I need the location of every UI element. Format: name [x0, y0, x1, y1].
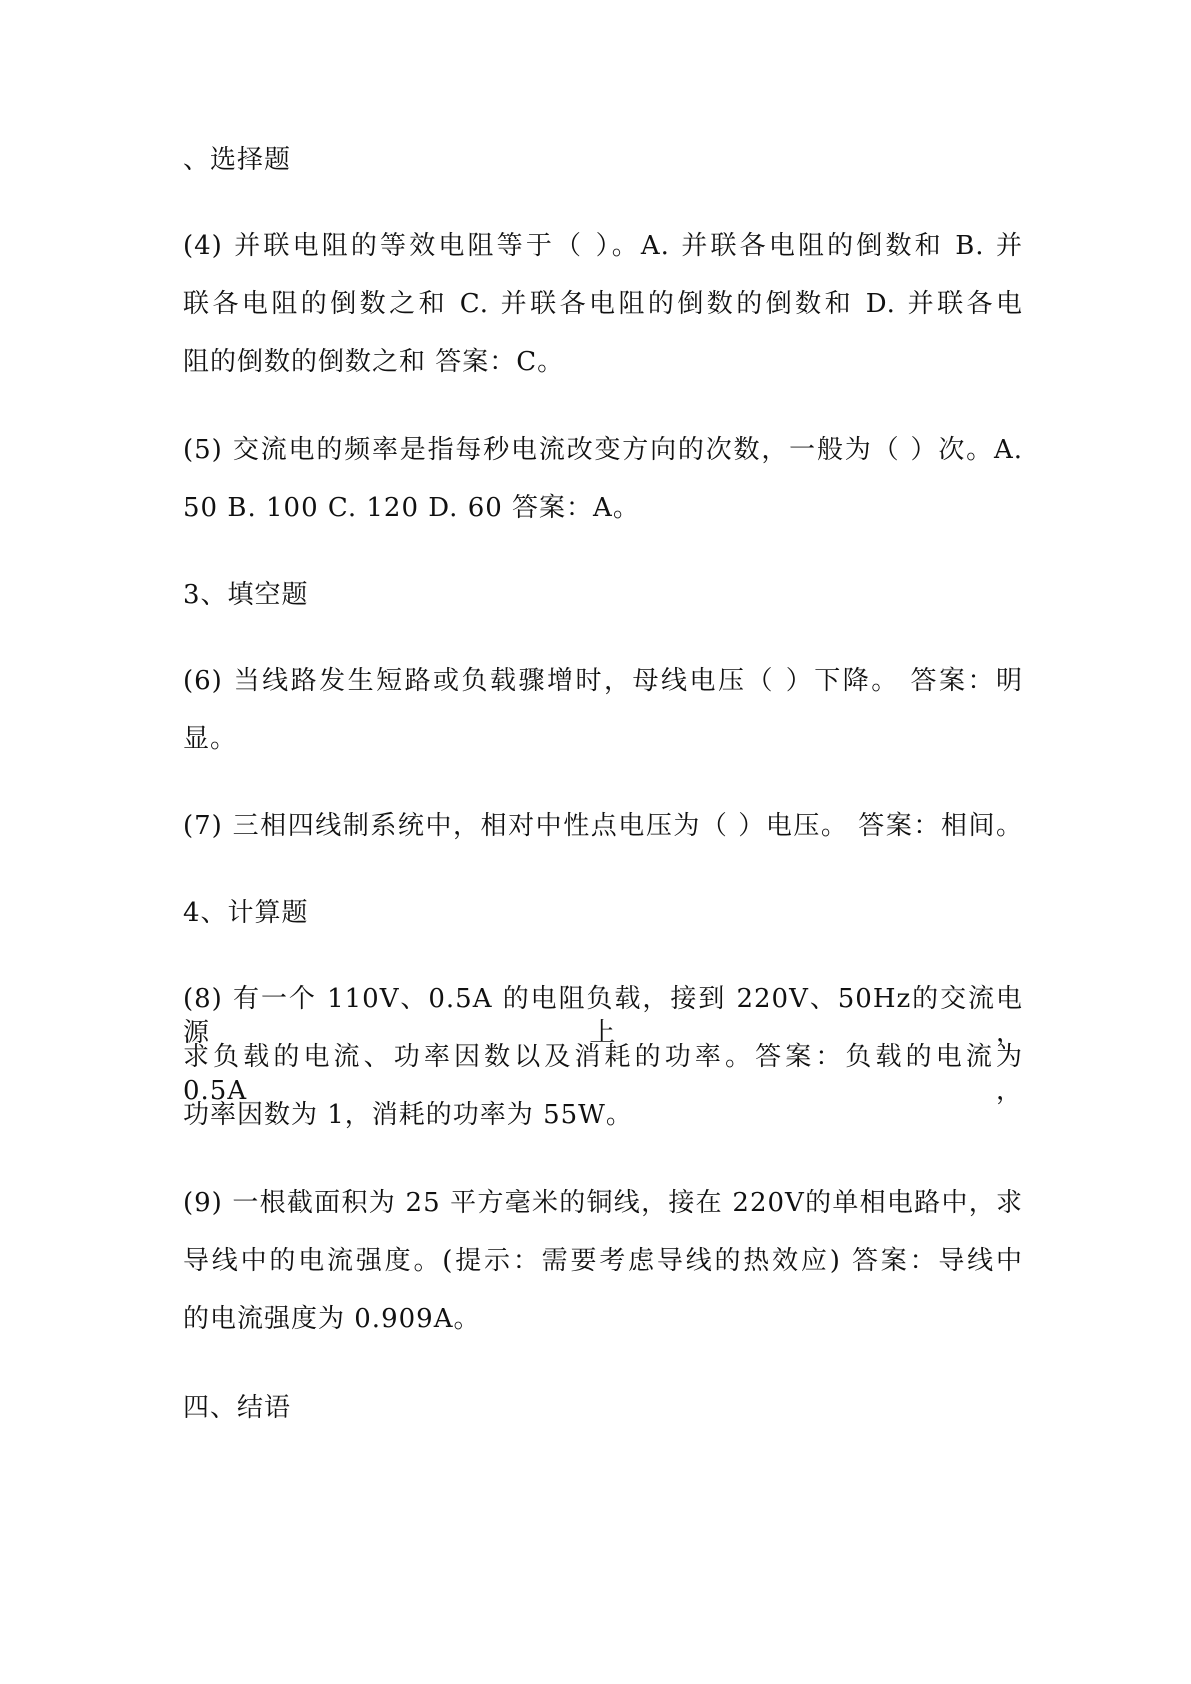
question-8-line-3: 功率因数为 1，消耗的功率为 55W。: [183, 1100, 633, 1130]
section-heading-calc: 4、计算题: [183, 898, 309, 928]
question-4-line-2: 联各电阻的倒数之和 C. 并联各电阻的倒数的倒数和 D. 并联各电: [183, 289, 1023, 319]
question-9-line-1: (9) 一根截面积为 25 平方毫米的铜线，接在 220V的单相电路中，求: [183, 1188, 1023, 1218]
question-6-line-2: 显。: [183, 724, 238, 754]
section-heading-conclusion: 四、结语: [183, 1393, 292, 1423]
question-8-line-2: 求负载的电流、功率因数以及消耗的功率。答案：负载的电流为 0.5A，: [183, 1042, 1023, 1106]
question-5-line-2: 50 B. 100 C. 120 D. 60 答案：A。: [183, 493, 640, 523]
section-heading-fill: 3、填空题: [183, 580, 309, 610]
question-7-line-1: (7) 三相四线制系统中，相对中性点电压为（ ）电压。 答案：相间。: [183, 811, 1023, 841]
section-heading-choice: 、选择题: [183, 145, 292, 175]
question-9-line-3: 的电流强度为 0.909A。: [183, 1304, 481, 1334]
question-4-line-3: 阻的倒数的倒数之和 答案：C。: [183, 347, 565, 377]
question-8-line-1: (8) 有一个 110V、0.5A 的电阻负载，接到 220V、50Hz的交流电源上，: [183, 984, 1023, 1048]
question-5-line-1: (5) 交流电的频率是指每秒电流改变方向的次数，一般为（ ）次。A.: [183, 435, 1023, 465]
question-4-line-1: (4) 并联电阻的等效电阻等于（ ）。A. 并联各电阻的倒数和 B. 并: [183, 231, 1023, 261]
question-9-line-2: 导线中的电流强度。(提示：需要考虑导线的热效应) 答案：导线中: [183, 1246, 1023, 1276]
question-6-line-1: (6) 当线路发生短路或负载骤增时，母线电压（ ）下降。 答案：明: [183, 666, 1023, 696]
